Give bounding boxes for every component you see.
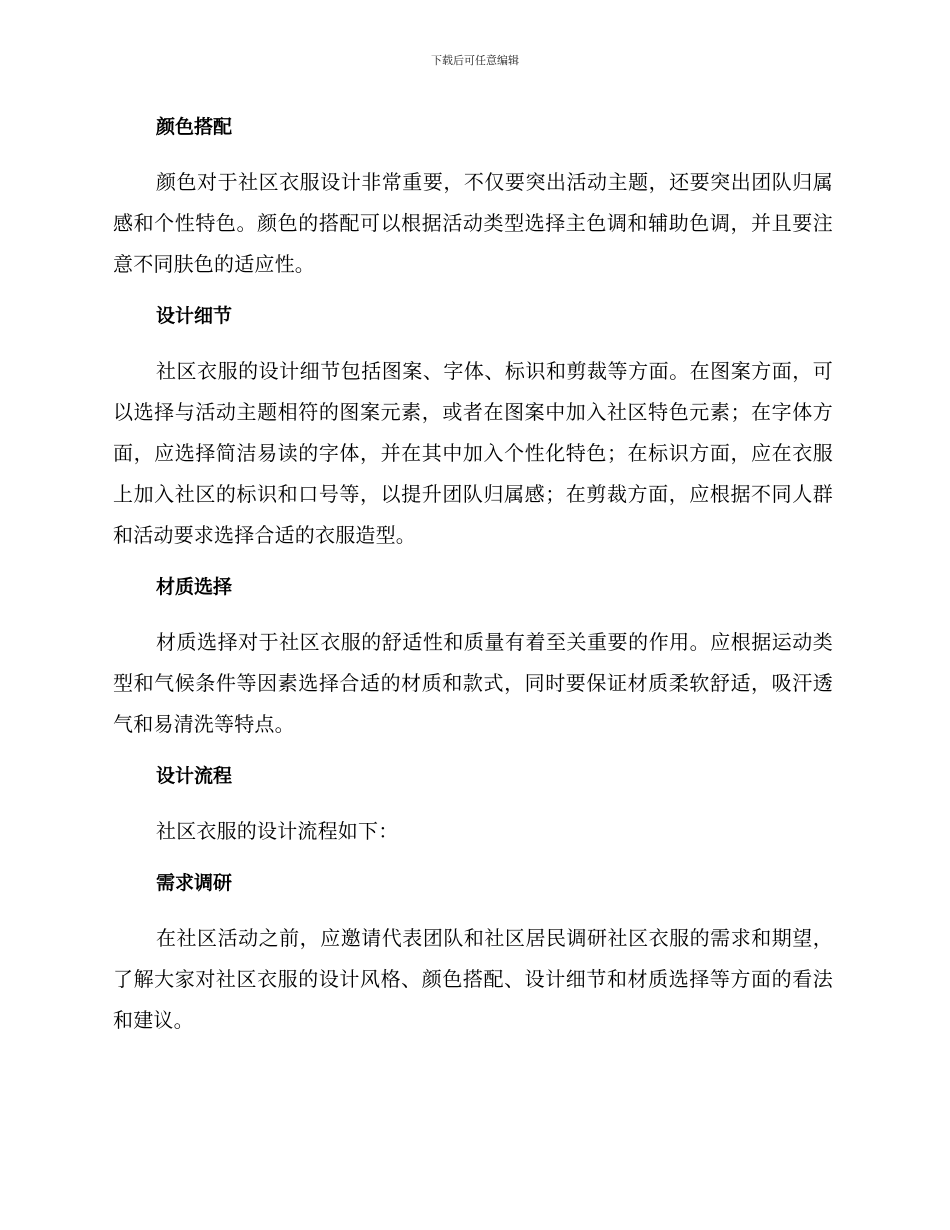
section-paragraph-color: 颜色对于社区衣服设计非常重要，不仅要突出活动主题，还要突出团队归属感和个性特色。颜色的搭配可以根据活动类型选择主色调和辅助色调，并且要注意不同肤色的适应性。 — [113, 170, 833, 276]
section-paragraph-process: 社区衣服的设计流程如下： — [156, 819, 399, 843]
document-body — [113, 109, 833, 1054]
section-heading-material: 材质选择 — [156, 576, 233, 598]
section-paragraph-research: 在社区活动之前，应邀请代表团队和社区居民调研社区衣服的需求和期望，了解大家对社区衣服的设计风格、颜色搭配、设计细节和材质选择等方面的看法和建议。 — [113, 926, 833, 1032]
section-heading-process: 设计流程 — [156, 765, 233, 787]
section-heading-details: 设计细节 — [156, 305, 233, 327]
page-header: 下载后可任意编辑 — [431, 54, 519, 67]
section-paragraph-details: 社区衣服的设计细节包括图案、字体、标识和剪裁等方面。在图案方面，可以选择与活动主题相符的图案元素，或者在图案中加入社区特色元素；在字体方面，应选择简洁易读的字体，并在其中加入个性化特色；在标识方面，应在衣服上加入社区的标识和口号等，以提升团队归属感；在剪裁方面，应根据不同人群和活动要求选择合适的衣服造型。 — [113, 359, 833, 547]
section-heading-research: 需求调研 — [156, 872, 233, 894]
section-heading-color: 颜色搭配 — [156, 116, 233, 138]
section-paragraph-material: 材质选择对于社区衣服的舒适性和质量有着至关重要的作用。应根据运动类型和气候条件等因素选择合适的材质和款式，同时要保证材质柔软舒适，吸汗透气和易清洗等特点。 — [113, 630, 833, 736]
